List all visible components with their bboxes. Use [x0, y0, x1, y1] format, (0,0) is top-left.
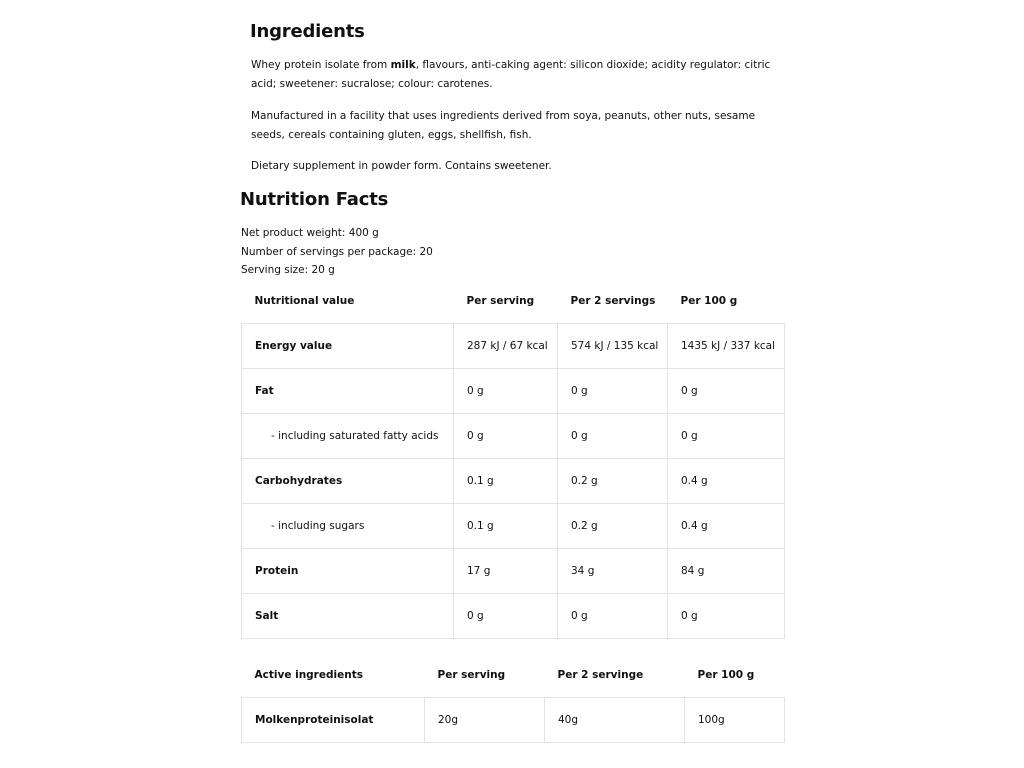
ingredients-paragraph	[251, 56, 791, 94]
active-header-cell: Per 2 servinge	[557, 669, 644, 681]
serving-size: Serving size: 20 g	[241, 264, 335, 276]
nutrition-value-cell: 0 g	[668, 594, 785, 639]
active-ingredients-table	[241, 653, 785, 743]
nutrition-table	[241, 279, 785, 639]
nutrition-value-cell: 0 g	[668, 414, 785, 459]
nutrition-header-cell: Per 100 g	[680, 295, 738, 307]
nutrition-header-cell: Nutritional value	[254, 295, 355, 307]
active-row	[242, 698, 785, 743]
allergen-milk: milk	[390, 59, 416, 71]
nutrition-row	[242, 324, 785, 369]
nutrition-row	[242, 459, 785, 504]
nutrition-row	[242, 549, 785, 594]
active-value-cell: 20g	[425, 698, 545, 743]
nutrition-value-cell: 0 g	[558, 414, 668, 459]
net-weight: Net product weight: 400 g	[241, 227, 379, 239]
nutrition-value-cell: 0.4 g	[668, 504, 785, 549]
nutrition-row	[242, 369, 785, 414]
nutrition-value-cell: 0 g	[454, 414, 558, 459]
nutrition-value-cell: 0 g	[668, 369, 785, 414]
nutrition-row-label: Salt	[242, 594, 454, 639]
nutrition-row-label: Fat	[242, 369, 454, 414]
nutrition-header-cell: Per serving	[466, 295, 535, 307]
allergen-facility-note: Manufactured in a facility that uses ingredients derived from soya, peanuts, other nuts, sesame seeds, cereals containing gluten, eggs, shellfish, fish.	[251, 110, 756, 141]
nutrition-table-header	[242, 279, 785, 324]
nutrition-value-cell: 0.4 g	[668, 459, 785, 504]
nutrition-value-cell: 84 g	[668, 549, 785, 594]
nutrition-header-cell: Per 2 servings	[570, 295, 656, 307]
nutrition-value-cell: 0.2 g	[558, 504, 668, 549]
nutrition-row-label: Carbohydrates	[242, 459, 454, 504]
nutrition-row-label: - including saturated fatty acids	[242, 414, 454, 459]
product-meta	[241, 224, 433, 280]
nutrition-value-cell: 0.2 g	[558, 459, 668, 504]
nutrition-value-cell: 1435 kJ / 337 kcal	[668, 324, 785, 369]
nutrition-row-label: - including sugars	[242, 504, 454, 549]
active-table-header	[242, 653, 785, 698]
active-value-cell: 100g	[685, 698, 785, 743]
active-header-cell: Active ingredients	[254, 669, 363, 681]
ingredients-text-start: Whey protein isolate from	[251, 59, 391, 71]
servings-per-package: Number of servings per package: 20	[241, 245, 433, 258]
nutrition-value-cell: 0 g	[454, 369, 558, 414]
nutrition-row	[242, 594, 785, 639]
nutrition-row-label: Protein	[242, 549, 454, 594]
nutrition-row-label: Energy value	[242, 324, 454, 369]
active-row-label: Molkenproteinisolat	[242, 698, 425, 743]
nutrition-value-cell: 0 g	[454, 594, 558, 639]
nutrition-value-cell: 287 kJ / 67 kcal	[454, 324, 558, 369]
nutrition-value-cell: 0.1 g	[454, 504, 558, 549]
nutrition-facts-title: Nutrition Facts	[240, 189, 389, 210]
ingredients-title: Ingredients	[250, 21, 365, 42]
supplement-note: Dietary supplement in powder form. Contains sweetener.	[251, 160, 552, 172]
nutrition-value-cell: 0.1 g	[454, 459, 558, 504]
nutrition-row	[242, 414, 785, 459]
nutrition-row	[242, 504, 785, 549]
nutrition-value-cell: 34 g	[558, 549, 668, 594]
active-value-cell: 40g	[545, 698, 685, 743]
nutrition-value-cell: 0 g	[558, 369, 668, 414]
active-header-cell: Per 100 g	[697, 669, 755, 681]
active-header-cell: Per serving	[437, 669, 506, 681]
ingredients-text-end: , flavours, anti-caking agent: silicon dioxide; acidity regulator: citric acid; sweetener: sucralose; colour: carotenes.	[251, 59, 771, 90]
nutrition-value-cell: 0 g	[558, 594, 668, 639]
nutrition-value-cell: 574 kJ / 135 kcal	[558, 324, 668, 369]
nutrition-value-cell: 17 g	[454, 549, 558, 594]
